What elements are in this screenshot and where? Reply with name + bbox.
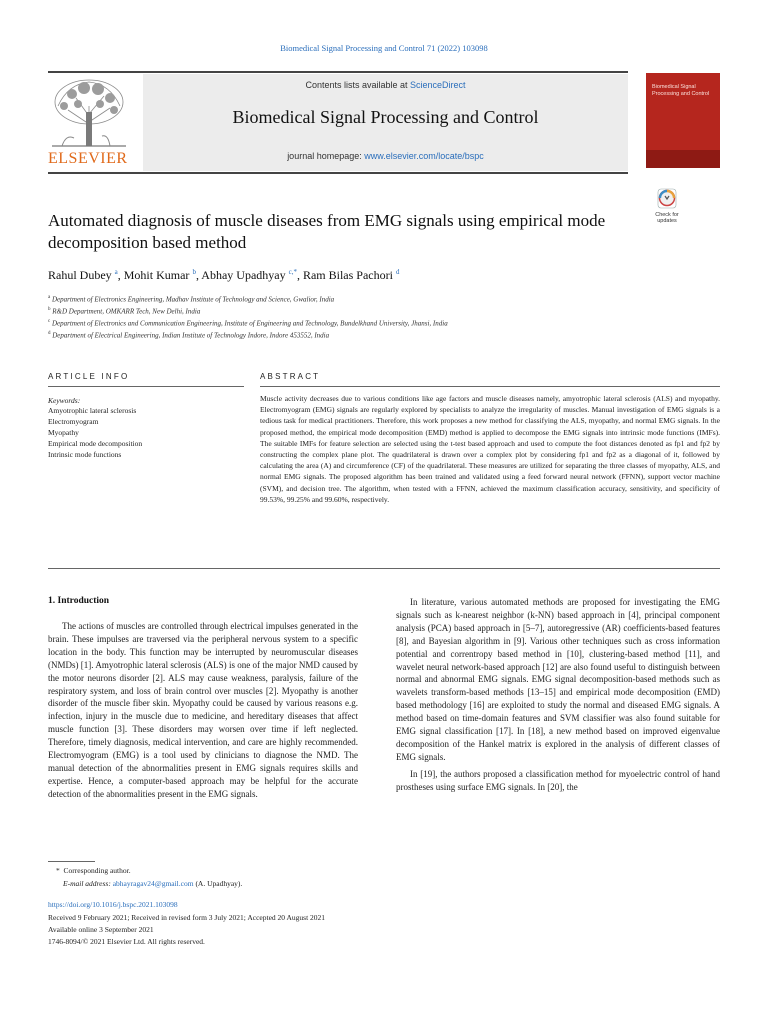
paragraph: In [19], the authors proposed a classification method for myoelectric control of hand prostheses using surface EMG signals. In [20], the <box>396 768 720 792</box>
affiliation-text: Department of Electrical Engineering, Indian Institute of Technology Indore, Indore 453552, India <box>52 331 330 340</box>
footnote-rule <box>48 861 95 862</box>
homepage-prefix: journal homepage: <box>287 151 365 161</box>
author-name[interactable]: Abhay Upadhyay <box>201 268 286 282</box>
keyword: Intrinsic mode functions <box>48 450 122 459</box>
author-name[interactable]: Rahul Dubey <box>48 268 112 282</box>
doi-link[interactable]: https://doi.org/10.1016/j.bspc.2021.103098 <box>48 900 178 909</box>
copyright: 1746-8094/© 2021 Elsevier Ltd. All rights reserved. <box>48 937 205 946</box>
affiliation-sup: c <box>48 319 51 324</box>
email-label: E-mail address: <box>63 879 113 888</box>
affiliation-text: Department of Electronics Engineering, Madhav Institute of Technology and Science, Gwalior, India <box>51 295 335 304</box>
author-separator: , <box>195 268 202 282</box>
affiliation <box>48 331 329 339</box>
keyword: Myopathy <box>48 428 79 437</box>
publisher-wordmark: ELSEVIER <box>48 150 128 167</box>
article-info-rule <box>48 386 244 387</box>
keyword: Empirical mode decomposition <box>48 439 143 448</box>
keyword: Electromyogram <box>48 417 99 426</box>
keyword: Amyotrophic lateral sclerosis <box>48 406 137 415</box>
email-suffix: (A. Upadhyay). <box>193 879 243 888</box>
author-affil-sup[interactable]: d <box>395 268 400 276</box>
asterisk-marker: * <box>56 866 64 875</box>
sciencedirect-link[interactable]: ScienceDirect <box>410 80 466 90</box>
received-dates: Received 9 February 2021; Received in revised form 3 July 2021; Accepted 20 August 2021 <box>48 913 326 922</box>
affiliation <box>48 307 200 315</box>
journal-cover-band <box>646 150 720 168</box>
email-note <box>63 879 242 888</box>
contents-prefix: Contents lists available at <box>305 80 411 90</box>
author-separator: , <box>296 268 303 282</box>
crossmark-label: Check for updates <box>655 212 679 224</box>
header-top-rule <box>48 71 628 73</box>
affiliation-text: R&D Department, OMKARR Tech, New Delhi, India <box>52 307 201 316</box>
abstract-bottom-rule <box>48 568 720 569</box>
contents-line <box>143 80 628 90</box>
author-name[interactable]: Ram Bilas Pachori <box>302 268 393 282</box>
author-affil-sup[interactable]: b <box>192 268 196 276</box>
email-link[interactable]: abhayragav24@gmail.com <box>112 879 194 888</box>
journal-homepage-link[interactable]: www.elsevier.com/locate/bspc <box>364 151 484 161</box>
journal-cover-title: Biomedical Signal Processing and Control <box>652 84 710 97</box>
author-separator: , <box>117 268 124 282</box>
journal-homepage-line <box>143 151 628 161</box>
affiliation-sup: b <box>48 307 51 312</box>
author-list <box>48 268 399 283</box>
author-affil-sup[interactable]: c,* <box>288 268 297 276</box>
abstract-text: Muscle activity decreases due to various conditions like age factors and muscle diseases namely, amyotrophic lateral sclerosis (ALS) and myopathy. Electromyogram (EMG) signals are regularly explored by specialists to analyze the irregularity of muscles. Manual investigation of EMG signals is a tedious task for medical practitioners. Therefore, this work proposes a new method for classifying the ALS, myopathy, and normal EMG signals. In the proposed method, the empirical mode decomposition (EMD) method is applied to decompose the EMG signals into intrinsic mode functions (IMFs). The suitable IMFs for feature selection are selected using the t-test based approach and used to compute the foot distances denoted as fp1 and fp2 by constructing the complex plane plot. The quadrilateral is drawn over a complex plot by considering fp1 and fp2 as a diagonal of it, followed by calculating the area (A) and circumference (CF) of the quadrilateral. These measures are utilized for separating the three classes of myopathy, ALS, and normal EMG signals. The proposed algorithm has been trained and validated using a feed forward neural network (FFNN), support vector machine (SVM), and decision tree. The algorithm, when tested with a FFNN, achieved the maximum classification accuracy, sensitivity, and specificity of 99.53%, 99.25% and 99.60%, respectively. <box>260 394 720 504</box>
intro-right-column <box>396 596 720 794</box>
affiliation-sup: d <box>48 331 51 336</box>
available-online: Available online 3 September 2021 <box>48 925 154 934</box>
paragraph: The actions of muscles are controlled through electrical impulses generated in the brain. These impulses are traversed via the peripheral nervous system to a specific location in the body. This function may be interrupted by neuromuscular diseases (NMDs) [1]. Amyotrophic lateral sclerosis (ALS) is one of the major NMD caused by the motor neurons disorder [2]. ALS may cause weakness, paralysis, failure of the respiratory system, and loss of brain control over muscles [2]. Myopathy is another disorder of the muscle fiber skin. Myopathy could be caused by various reasons e.g. infection, injury in the muscle due to medicine, and hereditary diseases that affect muscle function [3]. These disorders may worsen over time if left neglected. Therefore, timely diagnosis, medical intervention, and care are highly recommended. Electromyogram (EMG) is a tool used by clinicians to diagnose the NMD. The manual detection of the abnormalities present in EMG signals requires skills and expertise. Hence, a computer-based approach may be helpful for the accurate detection of the abnormalities present in the EMG signals. <box>48 621 358 799</box>
elsevier-tree-logo <box>48 76 130 148</box>
corresponding-label: Corresponding author. <box>63 866 131 875</box>
header-bottom-rule <box>48 172 628 174</box>
affiliation <box>48 319 448 327</box>
paragraph: In literature, various automated methods are proposed for investigating the EMG signals such as k-nearest neighbor (k-NN) based approach in [4], principal component analysis (PCA) based approach in [5–7], autoregressive (AR) coefficients-based features [8], and Bayesian algorithm in [9]. Various other techniques such as cross information potential and correntropy based method in [10], clustering-based method [11], and wavelet neural network-based approach [12] are also found useful to distinguish between normal and abnormal EMG signals. EMG signal decomposition-based methods such as wavelets transform-based methods [13–15] and empirical mode decomposition (EMD) based methodology [16] are exploited to study the normal and diseased EMG signals. A method based on time-domain features and SVM classifier was also found suitable for EMG signal classification [17]. In [18], a new method based on improved eigenvalue decomposition of the Hankel matrix is explored in the analysis of different classes of EMG signals. <box>396 597 720 762</box>
affiliation-sup: a <box>48 295 51 300</box>
article-info-heading: ARTICLE INFO <box>48 372 130 381</box>
author-affil-sup[interactable]: a <box>114 268 118 276</box>
author-name[interactable]: Mohit Kumar <box>123 268 190 282</box>
affiliation-text: Department of Electronics and Communication Engineering, Institute of Engineering and Technology, Bundelkhand University, Jhansi, India <box>51 319 448 328</box>
paper-title: Automated diagnosis of muscle diseases from EMG signals using empirical mode decomposition based method <box>48 211 606 252</box>
journal-citation[interactable]: Biomedical Signal Processing and Control 71 (2022) 103098 <box>280 43 488 53</box>
journal-title: Biomedical Signal Processing and Control <box>232 107 539 127</box>
affiliation <box>48 295 334 303</box>
keywords-label: Keywords: <box>48 396 81 405</box>
abstract-rule <box>260 386 720 387</box>
corresponding-author-note <box>56 866 131 875</box>
abstract-heading: ABSTRACT <box>260 372 321 381</box>
intro-left-column <box>48 620 358 801</box>
section-heading-introduction: 1. Introduction <box>48 596 110 606</box>
